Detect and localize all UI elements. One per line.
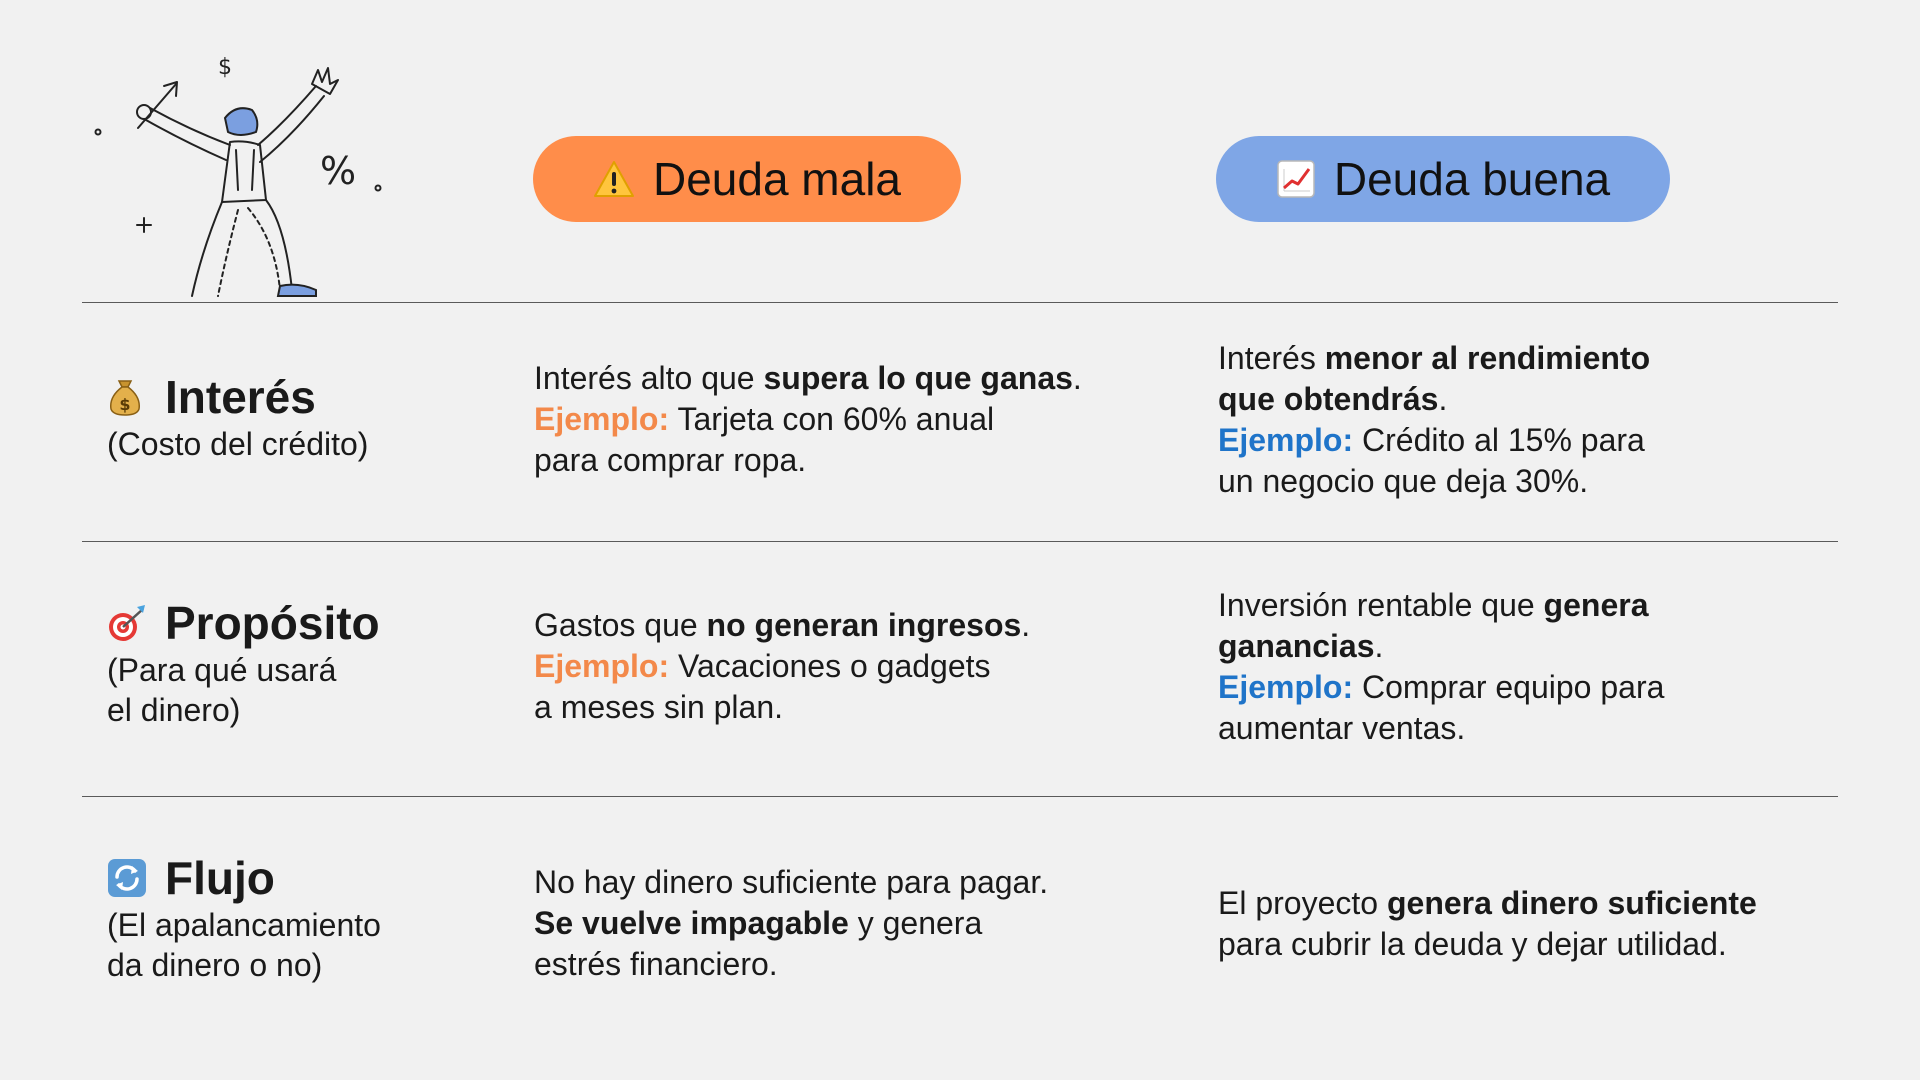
category-subtitle: da dinero o no) (107, 947, 323, 983)
percent-symbol: % (320, 149, 357, 193)
category-subtitle: (Costo del crédito) (107, 426, 369, 462)
good-debt-header (1216, 136, 1670, 222)
row-flujo-good: El proyecto genera dinero suficiente para cubrir la deuda y dejar utilidad. (1218, 885, 1757, 962)
bad-debt-header (533, 136, 961, 222)
row-flujo-category (107, 851, 381, 985)
row-interes-good: Interés menor al rendimiento que obtendrás. Ejemplo: Crédito al 15% para un negocio que deja 30%. (1218, 340, 1651, 499)
category-title: Flujo (107, 851, 381, 905)
example-label: Ejemplo: (1218, 669, 1354, 705)
category-subtitle: el dinero) (107, 692, 241, 728)
divider (82, 796, 1838, 797)
example-label: Ejemplo: (534, 648, 670, 684)
row-proposito-good: Inversión rentable que genera ganancias. Ejemplo: Comprar equipo para aumentar ventas. (1218, 587, 1665, 746)
divider (82, 541, 1838, 542)
chart-increasing-icon (1276, 159, 1316, 199)
category-subtitle: (El apalancamiento (107, 907, 381, 943)
example-label: Ejemplo: (1218, 422, 1354, 458)
divider (82, 302, 1838, 303)
svg-text:$: $ (119, 395, 131, 414)
row-interes-category (107, 370, 368, 464)
row-flujo-bad: No hay dinero suficiente para pagar. Se vuelve impagable y genera estrés financiero. (534, 864, 1049, 982)
category-title: $ Interés (107, 370, 368, 424)
row-proposito-category (107, 596, 380, 730)
warning-icon (593, 160, 635, 198)
category-subtitle: (Para qué usará (107, 652, 337, 688)
good-debt-label: Deuda buena (1333, 153, 1611, 205)
row-interes-bad: Interés alto que supera lo que ganas. Ejemplo: Tarjeta con 60% anual para comprar ropa. (534, 360, 1082, 478)
money-bag-icon (107, 377, 147, 417)
celebrating-person-illustration (80, 50, 440, 302)
refresh-arrows-icon (107, 858, 147, 898)
target-icon (107, 603, 147, 643)
dollar-symbol: $ (218, 55, 232, 80)
bad-debt-label: Deuda mala (652, 153, 902, 205)
category-title: Propósito (107, 596, 380, 650)
row-proposito-bad: Gastos que no generan ingresos. Ejemplo: Vacaciones o gadgets a meses sin plan. (534, 607, 1031, 725)
example-label: Ejemplo: (534, 401, 670, 437)
